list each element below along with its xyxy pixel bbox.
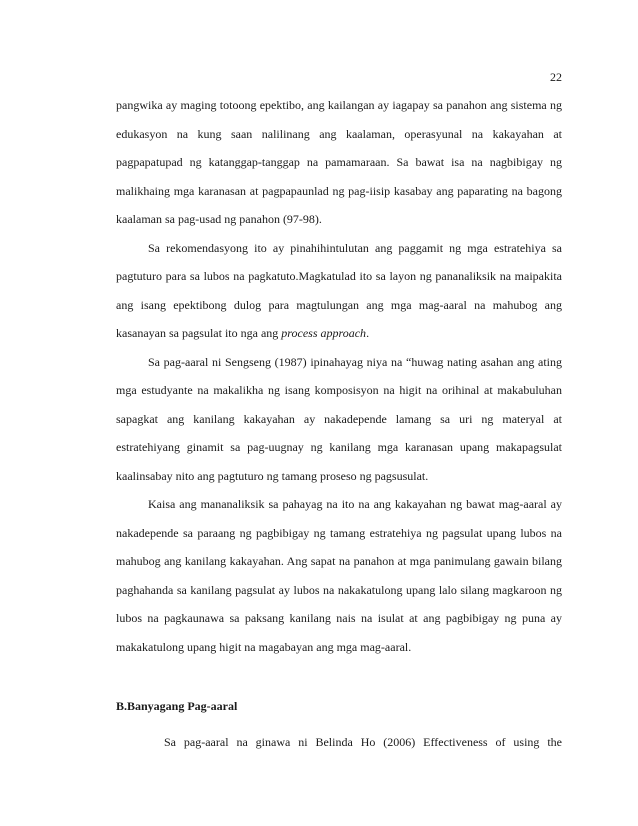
body-text	[116, 91, 562, 661]
section-heading: B.Banyagang Pag-aaral	[116, 699, 238, 713]
paragraph-end-punct: .	[366, 326, 370, 340]
section-first-line: Sa pag-aaral na ginawa ni Belinda Ho (2006) Effectiveness of using the	[164, 735, 562, 749]
page-number: 22	[550, 70, 562, 84]
paragraph-text: Sa rekomendasyong ito ay pinahihintulutan ang paggamit ng mga estratehiya sa pagtuturo para sa lubos na pagkatuto.Magkatulad ito sa layon ng pananaliksik na maipakita ang isang epektibong dulog para magtulungan ang mga mag-aaral na mahubog ang kasanayan sa pagsulat ito nga ang	[116, 240, 562, 340]
paragraph-researcher: Kaisa ang mananaliksik sa pahayag na ito na ang kakayahan ng bawat mag-aaral ay nakadepende sa paraang ng pagbibigay ng tamang estratehiya ng pagsulat upang lubos na mahubog ang kanilang kakayahan. Ang sapat na panahon at mga panimulang gawain bilang paghahanda sa kanilang pagsulat ay lubos na nakakatulong upang lalo silang magkaroon ng lubos na pagkaunawa sa paksang kanilang nais na isulat at ang pagbibigay ng puna ay makakatulong upang higit na magabayan ang mga mag-aaral.	[116, 497, 562, 654]
italic-term: process approach	[281, 326, 367, 340]
paragraph-continuation: pangwika ay maging totoong epektibo, ang kailangan ay iagapay sa panahon ang sistema ng edukasyon na kung saan nalilinang ang kaalaman, operasyunal na kakayahan at pagpapatupad ng katanggap-tanggap na pamamaraan. Sa bawat isa na nagbibigay ng malikhaing mga karanasan at pagpapaunlad ng pag-iisip kasabay ang paparating na bagong kaalaman sa pag-usad ng panahon (97-98).	[116, 98, 562, 226]
paragraph-sengseng: Sa pag-aaral ni Sengseng (1987) ipinahayag niya na “huwag nating asahan ang ating mga estudyante na makalikha ng isang komposisyon na higit na orihinal at makabuluhan sapagkat ang kanilang kakayahan ay nakadepende lamang sa uri ng materyal at estratehiyang ginamit sa pag-uugnay ng kanilang mga karanasan upang makapagsulat kaalinsabay nito ang pagtuturo ng tamang proseso ng pagsusulat.	[116, 354, 562, 483]
paragraph-recommendation	[116, 234, 562, 348]
